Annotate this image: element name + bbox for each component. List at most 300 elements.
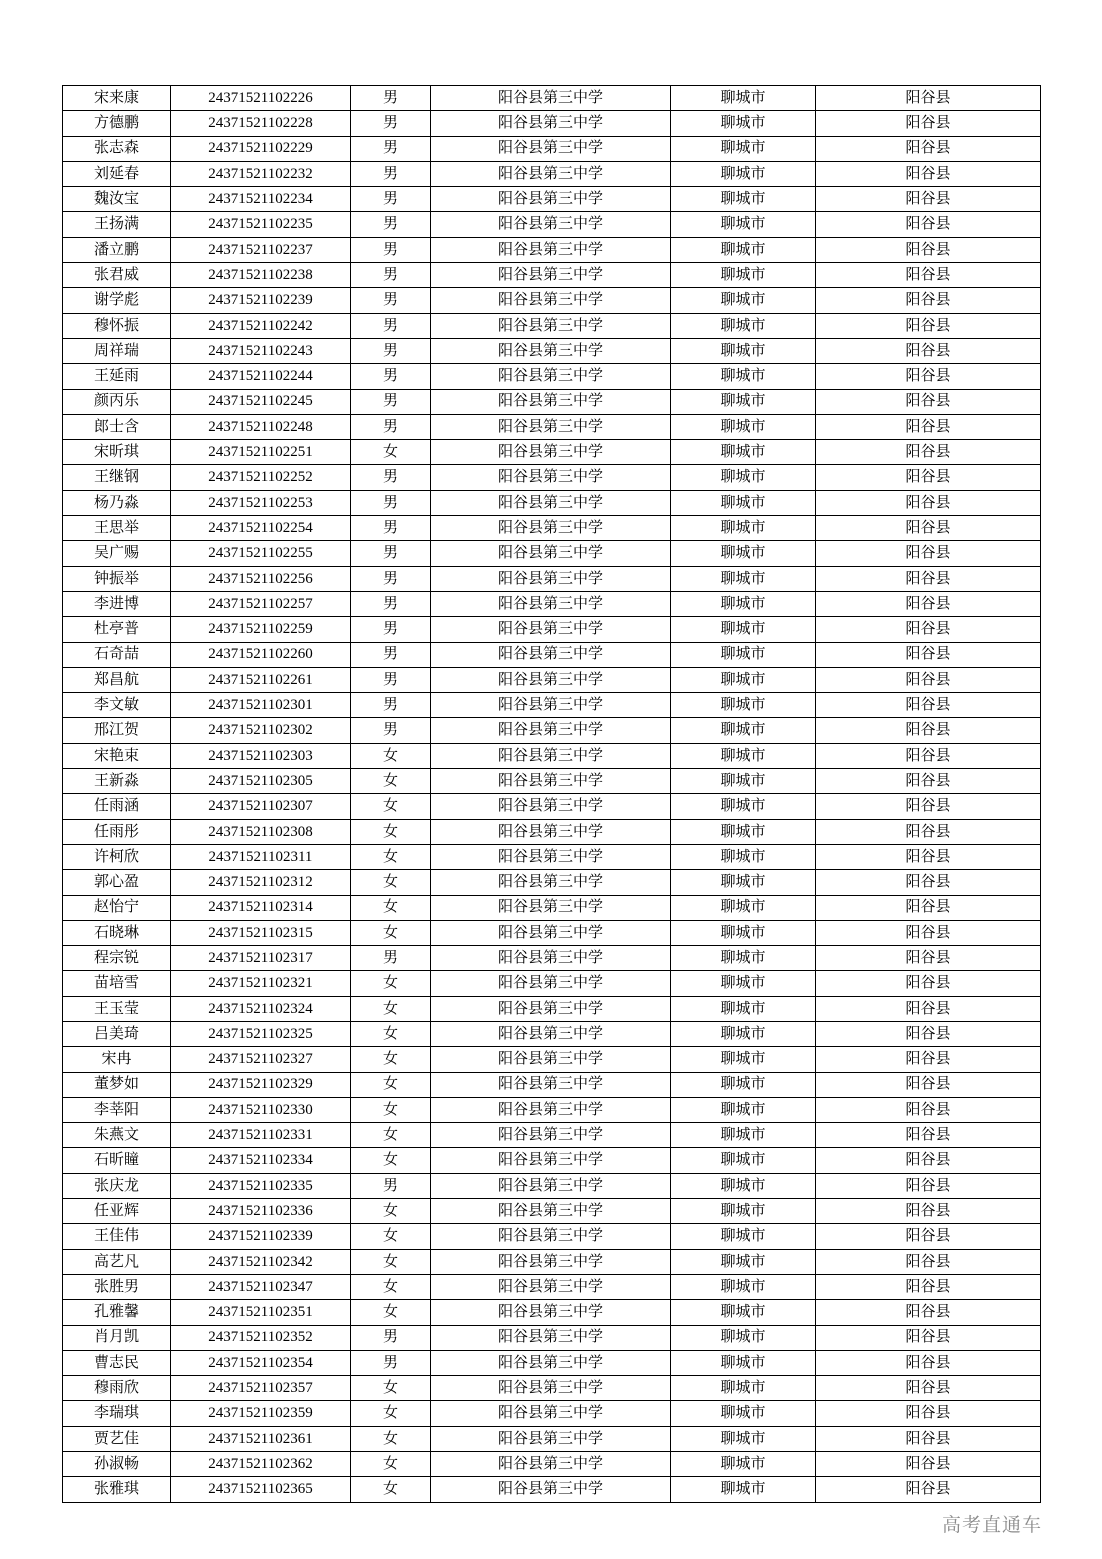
table-row <box>63 693 1041 718</box>
cell-city: 聊城市 <box>671 490 816 515</box>
cell-school: 阳谷县第三中学 <box>431 1021 671 1046</box>
cell-exam_number: 24371521102245 <box>171 389 351 414</box>
cell-name: 王扬满 <box>63 212 171 237</box>
cell-school: 阳谷县第三中学 <box>431 591 671 616</box>
cell-gender: 男 <box>351 946 431 971</box>
cell-school: 阳谷县第三中学 <box>431 389 671 414</box>
table-row <box>63 1199 1041 1224</box>
table-row <box>63 313 1041 338</box>
student-table-body <box>63 86 1041 1503</box>
cell-city: 聊城市 <box>671 667 816 692</box>
cell-gender: 男 <box>351 136 431 161</box>
cell-exam_number: 24371521102352 <box>171 1325 351 1350</box>
cell-exam_number: 24371521102311 <box>171 844 351 869</box>
cell-exam_number: 24371521102314 <box>171 895 351 920</box>
cell-exam_number: 24371521102331 <box>171 1123 351 1148</box>
cell-school: 阳谷县第三中学 <box>431 920 671 945</box>
cell-name: 张庆龙 <box>63 1173 171 1198</box>
cell-school: 阳谷县第三中学 <box>431 263 671 288</box>
cell-school: 阳谷县第三中学 <box>431 490 671 515</box>
cell-county: 阳谷县 <box>816 693 1041 718</box>
cell-city: 聊城市 <box>671 237 816 262</box>
cell-county: 阳谷县 <box>816 136 1041 161</box>
table-row <box>63 895 1041 920</box>
cell-gender: 男 <box>351 541 431 566</box>
cell-exam_number: 24371521102302 <box>171 718 351 743</box>
cell-exam_number: 24371521102238 <box>171 263 351 288</box>
table-row <box>63 1123 1041 1148</box>
cell-gender: 男 <box>351 516 431 541</box>
cell-school: 阳谷县第三中学 <box>431 1401 671 1426</box>
cell-exam_number: 24371521102256 <box>171 566 351 591</box>
table-row <box>63 1224 1041 1249</box>
cell-county: 阳谷县 <box>816 946 1041 971</box>
cell-gender: 女 <box>351 769 431 794</box>
cell-exam_number: 24371521102248 <box>171 414 351 439</box>
cell-city: 聊城市 <box>671 313 816 338</box>
cell-gender: 女 <box>351 1477 431 1502</box>
cell-school: 阳谷县第三中学 <box>431 161 671 186</box>
cell-gender: 男 <box>351 187 431 212</box>
cell-name: 谢学彪 <box>63 288 171 313</box>
cell-school: 阳谷县第三中学 <box>431 1047 671 1072</box>
table-row <box>63 111 1041 136</box>
cell-exam_number: 24371521102261 <box>171 667 351 692</box>
cell-city: 聊城市 <box>671 1224 816 1249</box>
cell-gender: 女 <box>351 1123 431 1148</box>
cell-name: 郎士含 <box>63 414 171 439</box>
cell-name: 李莘阳 <box>63 1097 171 1122</box>
table-row <box>63 1072 1041 1097</box>
cell-city: 聊城市 <box>671 1097 816 1122</box>
cell-name: 王思举 <box>63 516 171 541</box>
cell-name: 魏汝宝 <box>63 187 171 212</box>
cell-county: 阳谷县 <box>816 1274 1041 1299</box>
cell-county: 阳谷县 <box>816 1477 1041 1502</box>
cell-city: 聊城市 <box>671 1021 816 1046</box>
cell-gender: 女 <box>351 1047 431 1072</box>
cell-gender: 女 <box>351 1376 431 1401</box>
cell-exam_number: 24371521102251 <box>171 440 351 465</box>
cell-city: 聊城市 <box>671 338 816 363</box>
cell-county: 阳谷县 <box>816 1072 1041 1097</box>
cell-exam_number: 24371521102321 <box>171 971 351 996</box>
cell-city: 聊城市 <box>671 1426 816 1451</box>
cell-city: 聊城市 <box>671 516 816 541</box>
table-row <box>63 440 1041 465</box>
cell-gender: 女 <box>351 440 431 465</box>
cell-gender: 女 <box>351 1452 431 1477</box>
cell-school: 阳谷县第三中学 <box>431 870 671 895</box>
table-row <box>63 566 1041 591</box>
cell-county: 阳谷县 <box>816 1097 1041 1122</box>
cell-name: 宋昕琪 <box>63 440 171 465</box>
cell-city: 聊城市 <box>671 161 816 186</box>
table-row <box>63 490 1041 515</box>
cell-school: 阳谷县第三中学 <box>431 794 671 819</box>
table-row <box>63 642 1041 667</box>
cell-exam_number: 24371521102244 <box>171 364 351 389</box>
cell-gender: 男 <box>351 591 431 616</box>
cell-school: 阳谷县第三中学 <box>431 111 671 136</box>
cell-county: 阳谷县 <box>816 819 1041 844</box>
cell-city: 聊城市 <box>671 1199 816 1224</box>
cell-county: 阳谷县 <box>816 1021 1041 1046</box>
student-list-table <box>62 85 1041 1503</box>
cell-county: 阳谷县 <box>816 996 1041 1021</box>
cell-county: 阳谷县 <box>816 642 1041 667</box>
cell-name: 宋来康 <box>63 86 171 111</box>
cell-gender: 女 <box>351 844 431 869</box>
cell-name: 穆雨欣 <box>63 1376 171 1401</box>
cell-county: 阳谷县 <box>816 288 1041 313</box>
cell-name: 孙淑畅 <box>63 1452 171 1477</box>
cell-city: 聊城市 <box>671 819 816 844</box>
cell-exam_number: 24371521102228 <box>171 111 351 136</box>
cell-school: 阳谷县第三中学 <box>431 136 671 161</box>
cell-county: 阳谷县 <box>816 769 1041 794</box>
cell-county: 阳谷县 <box>816 1123 1041 1148</box>
cell-school: 阳谷县第三中学 <box>431 1199 671 1224</box>
table-row <box>63 1097 1041 1122</box>
cell-county: 阳谷县 <box>816 718 1041 743</box>
cell-name: 杨乃淼 <box>63 490 171 515</box>
table-row <box>63 1477 1041 1502</box>
cell-city: 聊城市 <box>671 946 816 971</box>
cell-exam_number: 24371521102357 <box>171 1376 351 1401</box>
cell-gender: 女 <box>351 920 431 945</box>
cell-school: 阳谷县第三中学 <box>431 1173 671 1198</box>
table-row <box>63 819 1041 844</box>
cell-city: 聊城市 <box>671 996 816 1021</box>
cell-exam_number: 24371521102347 <box>171 1274 351 1299</box>
cell-name: 石昕瞳 <box>63 1148 171 1173</box>
cell-exam_number: 24371521102305 <box>171 769 351 794</box>
cell-gender: 女 <box>351 971 431 996</box>
cell-county: 阳谷县 <box>816 1350 1041 1375</box>
cell-name: 王新淼 <box>63 769 171 794</box>
table-row <box>63 1047 1041 1072</box>
cell-school: 阳谷县第三中学 <box>431 237 671 262</box>
cell-exam_number: 24371521102301 <box>171 693 351 718</box>
cell-name: 李文敏 <box>63 693 171 718</box>
cell-exam_number: 24371521102242 <box>171 313 351 338</box>
cell-name: 程宗锐 <box>63 946 171 971</box>
cell-exam_number: 24371521102252 <box>171 465 351 490</box>
cell-exam_number: 24371521102330 <box>171 1097 351 1122</box>
cell-school: 阳谷县第三中学 <box>431 996 671 1021</box>
cell-name: 肖月凯 <box>63 1325 171 1350</box>
cell-gender: 男 <box>351 389 431 414</box>
table-row <box>63 1376 1041 1401</box>
cell-city: 聊城市 <box>671 693 816 718</box>
table-row <box>63 1452 1041 1477</box>
cell-exam_number: 24371521102327 <box>171 1047 351 1072</box>
cell-school: 阳谷县第三中学 <box>431 1072 671 1097</box>
cell-gender: 男 <box>351 111 431 136</box>
cell-city: 聊城市 <box>671 1072 816 1097</box>
cell-exam_number: 24371521102312 <box>171 870 351 895</box>
cell-county: 阳谷县 <box>816 541 1041 566</box>
cell-name: 郑昌航 <box>63 667 171 692</box>
cell-name: 潘立鹏 <box>63 237 171 262</box>
cell-exam_number: 24371521102243 <box>171 338 351 363</box>
cell-name: 苗培雪 <box>63 971 171 996</box>
cell-gender: 男 <box>351 490 431 515</box>
table-row <box>63 794 1041 819</box>
cell-exam_number: 24371521102260 <box>171 642 351 667</box>
table-row <box>63 338 1041 363</box>
cell-school: 阳谷县第三中学 <box>431 667 671 692</box>
cell-county: 阳谷县 <box>816 1426 1041 1451</box>
cell-county: 阳谷县 <box>816 591 1041 616</box>
cell-name: 周祥瑞 <box>63 338 171 363</box>
cell-county: 阳谷县 <box>816 237 1041 262</box>
cell-city: 聊城市 <box>671 1477 816 1502</box>
cell-county: 阳谷县 <box>816 1300 1041 1325</box>
cell-city: 聊城市 <box>671 1148 816 1173</box>
cell-gender: 女 <box>351 1021 431 1046</box>
cell-city: 聊城市 <box>671 617 816 642</box>
cell-county: 阳谷县 <box>816 414 1041 439</box>
cell-name: 方德鹏 <box>63 111 171 136</box>
table-row <box>63 86 1041 111</box>
cell-name: 王佳伟 <box>63 1224 171 1249</box>
cell-city: 聊城市 <box>671 1401 816 1426</box>
cell-school: 阳谷县第三中学 <box>431 1300 671 1325</box>
cell-exam_number: 24371521102257 <box>171 591 351 616</box>
cell-gender: 女 <box>351 794 431 819</box>
table-row <box>63 1426 1041 1451</box>
cell-gender: 女 <box>351 1199 431 1224</box>
table-row <box>63 1173 1041 1198</box>
cell-exam_number: 24371521102365 <box>171 1477 351 1502</box>
cell-county: 阳谷县 <box>816 187 1041 212</box>
cell-school: 阳谷县第三中学 <box>431 1477 671 1502</box>
cell-name: 许柯欣 <box>63 844 171 869</box>
cell-county: 阳谷县 <box>816 844 1041 869</box>
cell-name: 石奇喆 <box>63 642 171 667</box>
table-row <box>63 1274 1041 1299</box>
cell-name: 赵怡宁 <box>63 895 171 920</box>
table-row <box>63 718 1041 743</box>
cell-gender: 男 <box>351 212 431 237</box>
cell-name: 宋冉 <box>63 1047 171 1072</box>
cell-county: 阳谷县 <box>816 212 1041 237</box>
cell-city: 聊城市 <box>671 743 816 768</box>
cell-city: 聊城市 <box>671 86 816 111</box>
cell-city: 聊城市 <box>671 263 816 288</box>
cell-county: 阳谷县 <box>816 1325 1041 1350</box>
table-row <box>63 844 1041 869</box>
cell-county: 阳谷县 <box>816 794 1041 819</box>
cell-city: 聊城市 <box>671 971 816 996</box>
cell-city: 聊城市 <box>671 136 816 161</box>
cell-name: 贾艺佳 <box>63 1426 171 1451</box>
cell-exam_number: 24371521102235 <box>171 212 351 237</box>
cell-school: 阳谷县第三中学 <box>431 1249 671 1274</box>
cell-county: 阳谷县 <box>816 743 1041 768</box>
cell-exam_number: 24371521102317 <box>171 946 351 971</box>
cell-county: 阳谷县 <box>816 161 1041 186</box>
cell-county: 阳谷县 <box>816 338 1041 363</box>
cell-county: 阳谷县 <box>816 1148 1041 1173</box>
cell-gender: 男 <box>351 263 431 288</box>
table-row <box>63 1325 1041 1350</box>
cell-gender: 男 <box>351 693 431 718</box>
cell-county: 阳谷县 <box>816 920 1041 945</box>
cell-gender: 女 <box>351 1401 431 1426</box>
cell-school: 阳谷县第三中学 <box>431 718 671 743</box>
table-row <box>63 1300 1041 1325</box>
cell-school: 阳谷县第三中学 <box>431 819 671 844</box>
cell-gender: 女 <box>351 895 431 920</box>
table-row <box>63 1401 1041 1426</box>
table-row <box>63 769 1041 794</box>
cell-exam_number: 24371521102361 <box>171 1426 351 1451</box>
cell-city: 聊城市 <box>671 566 816 591</box>
cell-name: 高艺凡 <box>63 1249 171 1274</box>
cell-school: 阳谷县第三中学 <box>431 541 671 566</box>
cell-county: 阳谷县 <box>816 313 1041 338</box>
cell-name: 颜丙乐 <box>63 389 171 414</box>
cell-county: 阳谷县 <box>816 566 1041 591</box>
cell-exam_number: 24371521102254 <box>171 516 351 541</box>
cell-gender: 男 <box>351 313 431 338</box>
cell-gender: 男 <box>351 718 431 743</box>
cell-gender: 女 <box>351 870 431 895</box>
cell-school: 阳谷县第三中学 <box>431 465 671 490</box>
cell-school: 阳谷县第三中学 <box>431 693 671 718</box>
table-row <box>63 212 1041 237</box>
cell-name: 石晓琳 <box>63 920 171 945</box>
cell-school: 阳谷县第三中学 <box>431 1452 671 1477</box>
cell-county: 阳谷县 <box>816 1452 1041 1477</box>
cell-city: 聊城市 <box>671 844 816 869</box>
cell-county: 阳谷县 <box>816 440 1041 465</box>
cell-city: 聊城市 <box>671 288 816 313</box>
cell-exam_number: 24371521102334 <box>171 1148 351 1173</box>
cell-school: 阳谷县第三中学 <box>431 617 671 642</box>
cell-school: 阳谷县第三中学 <box>431 440 671 465</box>
cell-city: 聊城市 <box>671 364 816 389</box>
table-row <box>63 1350 1041 1375</box>
table-row <box>63 1148 1041 1173</box>
cell-city: 聊城市 <box>671 389 816 414</box>
table-row <box>63 971 1041 996</box>
table-row <box>63 364 1041 389</box>
cell-school: 阳谷县第三中学 <box>431 743 671 768</box>
cell-gender: 男 <box>351 617 431 642</box>
cell-gender: 女 <box>351 996 431 1021</box>
cell-city: 聊城市 <box>671 1376 816 1401</box>
cell-exam_number: 24371521102325 <box>171 1021 351 1046</box>
cell-school: 阳谷县第三中学 <box>431 1224 671 1249</box>
cell-gender: 女 <box>351 743 431 768</box>
cell-name: 朱燕文 <box>63 1123 171 1148</box>
cell-city: 聊城市 <box>671 541 816 566</box>
cell-exam_number: 24371521102303 <box>171 743 351 768</box>
cell-city: 聊城市 <box>671 1274 816 1299</box>
cell-school: 阳谷县第三中学 <box>431 516 671 541</box>
cell-county: 阳谷县 <box>816 667 1041 692</box>
cell-exam_number: 24371521102324 <box>171 996 351 1021</box>
cell-school: 阳谷县第三中学 <box>431 414 671 439</box>
cell-city: 聊城市 <box>671 440 816 465</box>
table-row <box>63 667 1041 692</box>
cell-exam_number: 24371521102237 <box>171 237 351 262</box>
cell-exam_number: 24371521102259 <box>171 617 351 642</box>
cell-gender: 女 <box>351 1274 431 1299</box>
cell-school: 阳谷县第三中学 <box>431 769 671 794</box>
cell-county: 阳谷县 <box>816 263 1041 288</box>
cell-exam_number: 24371521102339 <box>171 1224 351 1249</box>
cell-county: 阳谷县 <box>816 389 1041 414</box>
cell-city: 聊城市 <box>671 1300 816 1325</box>
cell-school: 阳谷县第三中学 <box>431 1426 671 1451</box>
cell-county: 阳谷县 <box>816 971 1041 996</box>
cell-gender: 男 <box>351 364 431 389</box>
table-row <box>63 187 1041 212</box>
cell-gender: 男 <box>351 1325 431 1350</box>
cell-gender: 男 <box>351 237 431 262</box>
cell-exam_number: 24371521102307 <box>171 794 351 819</box>
cell-exam_number: 24371521102329 <box>171 1072 351 1097</box>
table-row <box>63 617 1041 642</box>
cell-name: 郭心盈 <box>63 870 171 895</box>
cell-name: 曹志民 <box>63 1350 171 1375</box>
cell-gender: 男 <box>351 288 431 313</box>
cell-city: 聊城市 <box>671 920 816 945</box>
cell-school: 阳谷县第三中学 <box>431 187 671 212</box>
cell-name: 王玉莹 <box>63 996 171 1021</box>
cell-county: 阳谷县 <box>816 1199 1041 1224</box>
cell-school: 阳谷县第三中学 <box>431 338 671 363</box>
cell-name: 宋艳束 <box>63 743 171 768</box>
cell-city: 聊城市 <box>671 769 816 794</box>
cell-exam_number: 24371521102336 <box>171 1199 351 1224</box>
cell-name: 吕美琦 <box>63 1021 171 1046</box>
cell-city: 聊城市 <box>671 1047 816 1072</box>
cell-school: 阳谷县第三中学 <box>431 1274 671 1299</box>
cell-exam_number: 24371521102315 <box>171 920 351 945</box>
cell-city: 聊城市 <box>671 1452 816 1477</box>
cell-city: 聊城市 <box>671 1325 816 1350</box>
cell-name: 吴广赐 <box>63 541 171 566</box>
cell-city: 聊城市 <box>671 718 816 743</box>
cell-name: 张君威 <box>63 263 171 288</box>
table-row <box>63 920 1041 945</box>
cell-exam_number: 24371521102308 <box>171 819 351 844</box>
cell-exam_number: 24371521102239 <box>171 288 351 313</box>
cell-city: 聊城市 <box>671 1249 816 1274</box>
table-row <box>63 1249 1041 1274</box>
cell-name: 孔雅馨 <box>63 1300 171 1325</box>
cell-city: 聊城市 <box>671 1350 816 1375</box>
cell-city: 聊城市 <box>671 1123 816 1148</box>
cell-county: 阳谷县 <box>816 1224 1041 1249</box>
cell-school: 阳谷县第三中学 <box>431 1148 671 1173</box>
cell-name: 穆怀振 <box>63 313 171 338</box>
cell-city: 聊城市 <box>671 895 816 920</box>
cell-exam_number: 24371521102255 <box>171 541 351 566</box>
cell-name: 杜亭普 <box>63 617 171 642</box>
cell-name: 任亚辉 <box>63 1199 171 1224</box>
cell-county: 阳谷县 <box>816 1249 1041 1274</box>
cell-school: 阳谷县第三中学 <box>431 1376 671 1401</box>
cell-city: 聊城市 <box>671 591 816 616</box>
cell-gender: 男 <box>351 161 431 186</box>
